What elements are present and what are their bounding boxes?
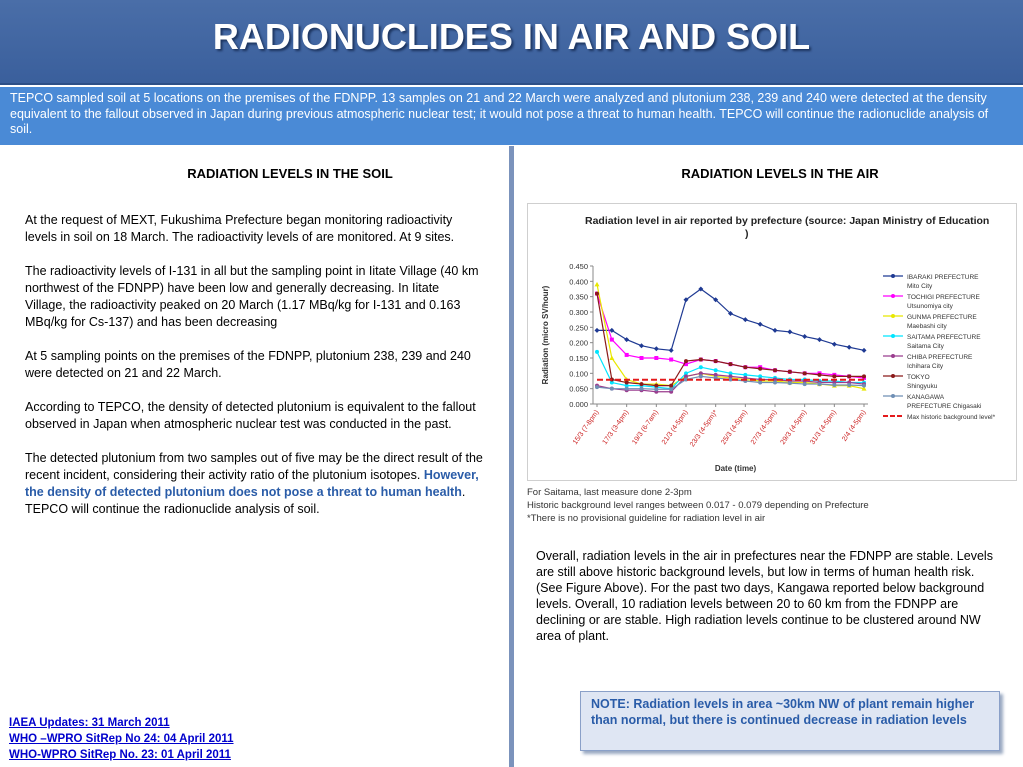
data-point <box>847 345 852 350</box>
data-point <box>758 322 763 327</box>
data-point <box>654 384 658 388</box>
data-point <box>818 373 822 377</box>
title-bar <box>0 0 1023 85</box>
y-tick-label: 0.000 <box>569 400 588 409</box>
x-tick-label: 29/3 (4-5pm) <box>779 409 809 446</box>
legend-sub-6: PREFECTURE Chigasaki <box>907 403 982 410</box>
legend-marker-6 <box>891 394 895 398</box>
legend-sub-4: Ichihara City <box>907 363 944 370</box>
soil-paragraph-4: According to TEPCO, the density of detected plutonium is equivalent to the fallout observed in Japan when atmospheric nuclear test was conducted in the past. <box>25 400 476 431</box>
data-point <box>714 359 718 363</box>
y-tick-label: 0.400 <box>569 277 588 287</box>
data-point <box>729 362 733 366</box>
air-radiation-chart <box>527 203 1017 481</box>
data-point <box>669 384 673 388</box>
source-link-wpro-23[interactable]: WHO-WPRO SitRep No. 23: 01 April 2011 <box>9 749 231 761</box>
chart-note-2: Historic background level ranges between 0.017 - 0.079 depending on Prefecture <box>527 500 869 511</box>
data-point <box>625 353 629 357</box>
chart-note-1: For Saitama, last measure done 2-3pm <box>527 487 692 498</box>
chart-svg <box>528 204 1016 480</box>
page-title: RADIONUCLIDES IN AIR AND SOIL <box>212 15 811 57</box>
y-tick-label: 0.200 <box>569 338 588 348</box>
legend-label-3: SAITAMA PREFECTURE <box>907 334 981 341</box>
legend-sub-3: Saitama City <box>907 343 944 350</box>
legend-label-6: KANAGAWA <box>907 394 945 401</box>
data-point <box>699 358 703 362</box>
data-point <box>832 383 836 387</box>
data-point <box>803 382 807 386</box>
legend-sub-5: Shingyuku <box>907 383 938 390</box>
legend-marker-5 <box>891 374 895 378</box>
legend-label-7: Max historic background level* <box>907 414 996 421</box>
data-point <box>640 356 644 360</box>
x-tick-label: 15/3 (7-8pm) <box>571 409 601 446</box>
legend-marker-1 <box>891 294 895 298</box>
data-point <box>699 365 703 369</box>
y-tick-label: 0.450 <box>569 262 588 271</box>
data-point <box>847 383 851 387</box>
x-axis-label: Date (time) <box>714 464 757 473</box>
data-point <box>773 368 777 372</box>
data-point <box>625 387 629 391</box>
data-point <box>803 371 807 375</box>
data-point <box>847 374 851 378</box>
data-point <box>743 317 748 322</box>
soil-heading: RADIATION LEVELS IN THE SOIL <box>187 166 393 181</box>
data-point <box>684 359 688 363</box>
data-point <box>699 374 703 378</box>
data-point <box>802 334 807 339</box>
data-point <box>610 387 614 391</box>
x-tick-label: 23/3 (4-5pm)* <box>689 409 720 449</box>
legend-label-4: CHIBA PREFECTURE <box>907 354 973 361</box>
data-point <box>595 282 600 287</box>
x-tick-label: 25/3 (4-5pm) <box>720 409 749 446</box>
legend-sub-1: Utsunomiya city <box>907 303 953 310</box>
legend-marker-3 <box>891 334 895 338</box>
data-point <box>862 348 867 353</box>
data-point <box>788 381 792 385</box>
data-point <box>817 337 822 342</box>
data-point <box>773 381 777 385</box>
data-point <box>595 350 599 354</box>
data-point <box>758 367 762 371</box>
data-point <box>609 356 614 361</box>
data-point <box>595 328 600 333</box>
soil-p5-end: . TEPCO will continue the radionuclide analysis of soil. <box>25 485 466 516</box>
x-tick-label: 17/3 (3-4pm) <box>601 409 631 446</box>
legend-label-5: TOKYO <box>907 374 930 381</box>
data-point <box>773 328 778 333</box>
data-point <box>640 387 644 391</box>
data-point <box>787 329 792 334</box>
column-divider <box>509 146 514 767</box>
legend-sub-0: Mito City <box>907 283 933 290</box>
x-tick-label: 27/3 (4-5pm) <box>749 409 779 446</box>
soil-paragraph-1: At the request of MEXT, Fukushima Prefecture began monitoring radioactivity levels in soil on 18 March. The radioactivity levels of are monitored. At 9 sites. <box>25 213 455 244</box>
y-tick-label: 0.050 <box>569 384 588 394</box>
legend-marker-2 <box>891 314 895 318</box>
soil-p5-start: The detected plutonium from two samples out of five may be the direct result of the recent incident, considering their activity ratio of the plutonium isotopes. <box>25 451 483 482</box>
sources <box>9 715 234 763</box>
data-point <box>625 381 629 385</box>
y-tick-label: 0.300 <box>569 308 588 317</box>
data-point <box>654 387 658 391</box>
data-point <box>669 358 673 362</box>
data-point <box>595 385 599 389</box>
source-link-iaea[interactable]: IAEA Updates: 31 March 2011 <box>9 717 170 729</box>
x-tick-label: 21/3 (4-5pm) <box>660 409 690 446</box>
data-point <box>714 368 718 372</box>
data-point <box>669 387 673 391</box>
air-heading: RADIATION LEVELS IN THE AIR <box>681 166 879 181</box>
data-point <box>669 348 674 353</box>
data-point <box>610 338 614 342</box>
note-box: NOTE: Radiation levels in area ~30km NW of plant remain higher than normal, but there is continued decrease in radiation levels <box>580 691 1000 751</box>
data-point <box>743 365 747 369</box>
legend-label-2: GUNMA PREFECTURE <box>907 314 977 321</box>
data-point <box>862 374 866 378</box>
data-point <box>832 342 837 347</box>
data-point <box>654 356 658 360</box>
legend-label-1: TOCHIGI PREFECTURE <box>907 294 980 301</box>
y-tick-label: 0.150 <box>569 354 588 363</box>
chart-note-3: *There is no provisional guideline for radiation level in air <box>527 513 766 524</box>
x-tick-label: 2/4 (4-5pm) <box>841 409 868 443</box>
y-tick-label: 0.350 <box>569 292 588 302</box>
source-link-wpro-24[interactable]: WHO –WPRO SitRep No 24: 04 April 2011 <box>9 733 234 745</box>
data-point <box>758 381 762 385</box>
legend-marker-4 <box>891 354 895 358</box>
legend-sub-2: Maebashi city <box>907 323 947 330</box>
soil-text <box>25 212 483 535</box>
summary-box: TEPCO sampled soil at 5 locations on the premises of the FDNPP. 13 samples on 21 and 22 March were analyzed and plutonium 238, 239 and 240 were detected at the density equivalent to the fallout observed in Japan during previous atmospheric nuclear test; it would not pose a threat to human health. TEPCO will continue the radionuclide analysis of soil. <box>0 87 1023 145</box>
x-tick-label: 31/3 (4-5pm) <box>809 409 838 446</box>
data-point <box>788 370 792 374</box>
legend-marker-0 <box>891 274 895 278</box>
chart-title: Radiation level in air reported by prefecture (source: Japan Ministry of Education ) <box>585 215 990 240</box>
data-point <box>729 377 733 381</box>
series-line-0 <box>597 289 864 350</box>
soil-p5-emphasis: However, the density of detected plutonium does not pose a threat to human health <box>25 468 479 499</box>
data-point <box>862 384 866 388</box>
x-tick-label: 19/3 (6-7am) <box>631 409 660 446</box>
data-point <box>639 343 644 348</box>
data-point <box>654 346 659 351</box>
chart-notes <box>527 486 1017 525</box>
y-tick-label: 0.100 <box>569 369 588 379</box>
soil-paragraph-5 <box>25 450 483 518</box>
air-text: Overall, radiation levels in the air in prefectures near the FDNPP are stable. Levels are still above historic background levels, but low in terms of human health risk. (See Figure Above). For the past two days, Kangawa reported below background levels. Overall, 10 radiation levels between 20 to 60 km from the FDNPP are declining or are stable. High radiation levels continue to be clustered around NW area of plant. <box>536 549 993 643</box>
y-axis-label: Radiation (micro SV/hour) <box>541 285 550 385</box>
data-point <box>640 382 644 386</box>
soil-paragraph-2: The radioactivity levels of I-131 in all but the sampling point in Iitate Village (40 km northwest of the FDNPP) have been low and generally decreasing. In Iitate Village, the radioactivity peaked on 20 March (1.17 MBq/kg for I-131 and 0.163 MBq/kg for Cs-137) and has been decreasing <box>25 264 479 329</box>
data-point <box>832 374 836 378</box>
soil-paragraph-3: At 5 sampling points on the premises of the FDNPP, plutonium 238, 239 and 240 were detected on 21 and 22 March. <box>25 349 471 380</box>
data-point <box>595 292 599 296</box>
legend-label-0: IBARAKI PREFECTURE <box>907 274 979 281</box>
data-point <box>818 382 822 386</box>
y-tick-label: 0.250 <box>569 323 588 333</box>
